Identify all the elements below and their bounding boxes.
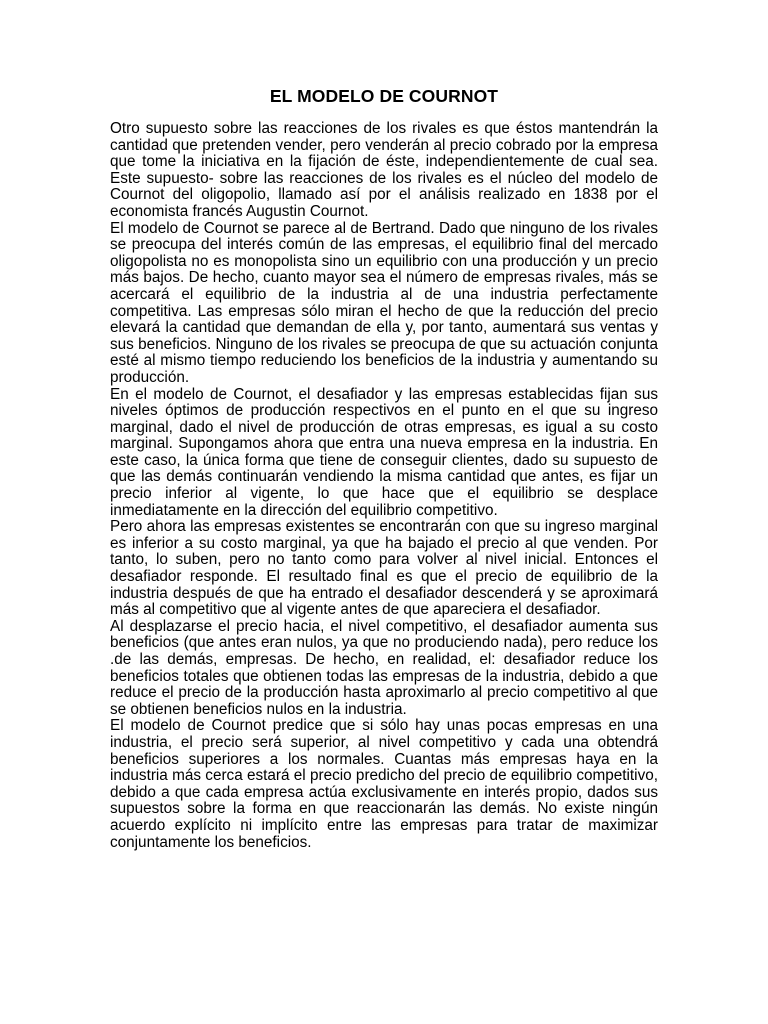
paragraph-5: Al desplazarse el precio hacia, el nivel competitivo, el desafiador aumenta sus beneficios (que antes eran nulos, ya que no produciendo nada), pero reduce los .de las demás, empresas. De hecho, en realidad, el: desafiador reduce los beneficios totales que obtienen todas las empresas de la industria, debido a que reduce el precio de la producción hasta aproximarlo al precio competitivo al que se obtienen beneficios nulos en la industria. xyxy=(110,617,658,718)
paragraph-6: El modelo de Cournot predice que si sólo hay unas pocas empresas en una industria, el precio será superior, al nivel competitivo y cada una obtendrá beneficios superiores a los normales. Cuantas más empresas haya en la industria más cerca estará el precio predicho del precio de equilibrio competitivo, debido a que cada empresa actúa exclusivamente en interés propio, dados sus supuestos sobre la forma en que reaccionarán las demás. No existe ningún acuerdo explícito ni implícito entre las empresas para tratar de maximizar conjuntamente los beneficios. xyxy=(110,717,658,851)
paragraph-2: El modelo de Cournot se parece al de Bertrand. Dado que ninguno de los rivales se preocupa del interés común de las empresas, el equilibrio final del mercado oligopolista no es monopolista sino un equilibrio con una producción y un precio más bajos. De hecho, cuanto mayor sea el número de empresas rivales, más se acercará el equilibrio de la industria al de una industria perfectamente competitiva. Las empresas sólo miran el hecho de que la reducción del precio elevará la cantidad que demandan de ella y, por tanto, aumentará sus ventas y sus beneficios. Ninguno de los rivales se preocupa de que su actuación conjunta esté al mismo tiempo reduciendo los beneficios de la industria y aumentando su producción. xyxy=(110,219,658,386)
document-body xyxy=(110,121,658,851)
paragraph-4: Pero ahora las empresas existentes se encontrarán con que su ingreso marginal es inferior a su costo marginal, ya que ha bajado el precio al que venden. Por tanto, lo suben, pero no tanto como para volver al nivel inicial. Entonces el desafiador responde. El resultado final es que el precio de equilibrio de la industria después de que ha entrado el desafiador descenderá y se aproximará más al competitivo que al vigente antes de que apareciera el desafiador. xyxy=(110,518,658,619)
paragraph-1: Otro supuesto sobre las reacciones de los rivales es que éstos mantendrán la cantidad que pretenden vender, pero venderán al precio cobrado por la empresa que tome la iniciativa en la fijación de éste, independientemente de cual sea. Este supuesto- sobre las reacciones de los rivales es el núcleo del modelo de Cournot del oligopolio, llamado así por el análisis realizado en 1838 por el economista francés Augustin Cournot. xyxy=(110,120,658,220)
document-title: EL MODELO DE COURNOT xyxy=(269,86,499,106)
paragraph-3: En el modelo de Cournot, el desafiador y las empresas establecidas fijan sus niveles óptimos de producción respectivos en el punto en el que su ingreso marginal, dado el nivel de producción de otras empresas, es igual a su costo marginal. Supongamos ahora que entra una nueva empresa en la industria. En este caso, la única forma que tiene de conseguir clientes, dado su supuesto de que las demás continuarán vendiendo la misma cantidad que antes, es fijar un precio inferior al vigente, lo que hace que el equilibrio se desplace inmediatamente en la dirección del equilibrio competitivo. xyxy=(110,385,658,519)
